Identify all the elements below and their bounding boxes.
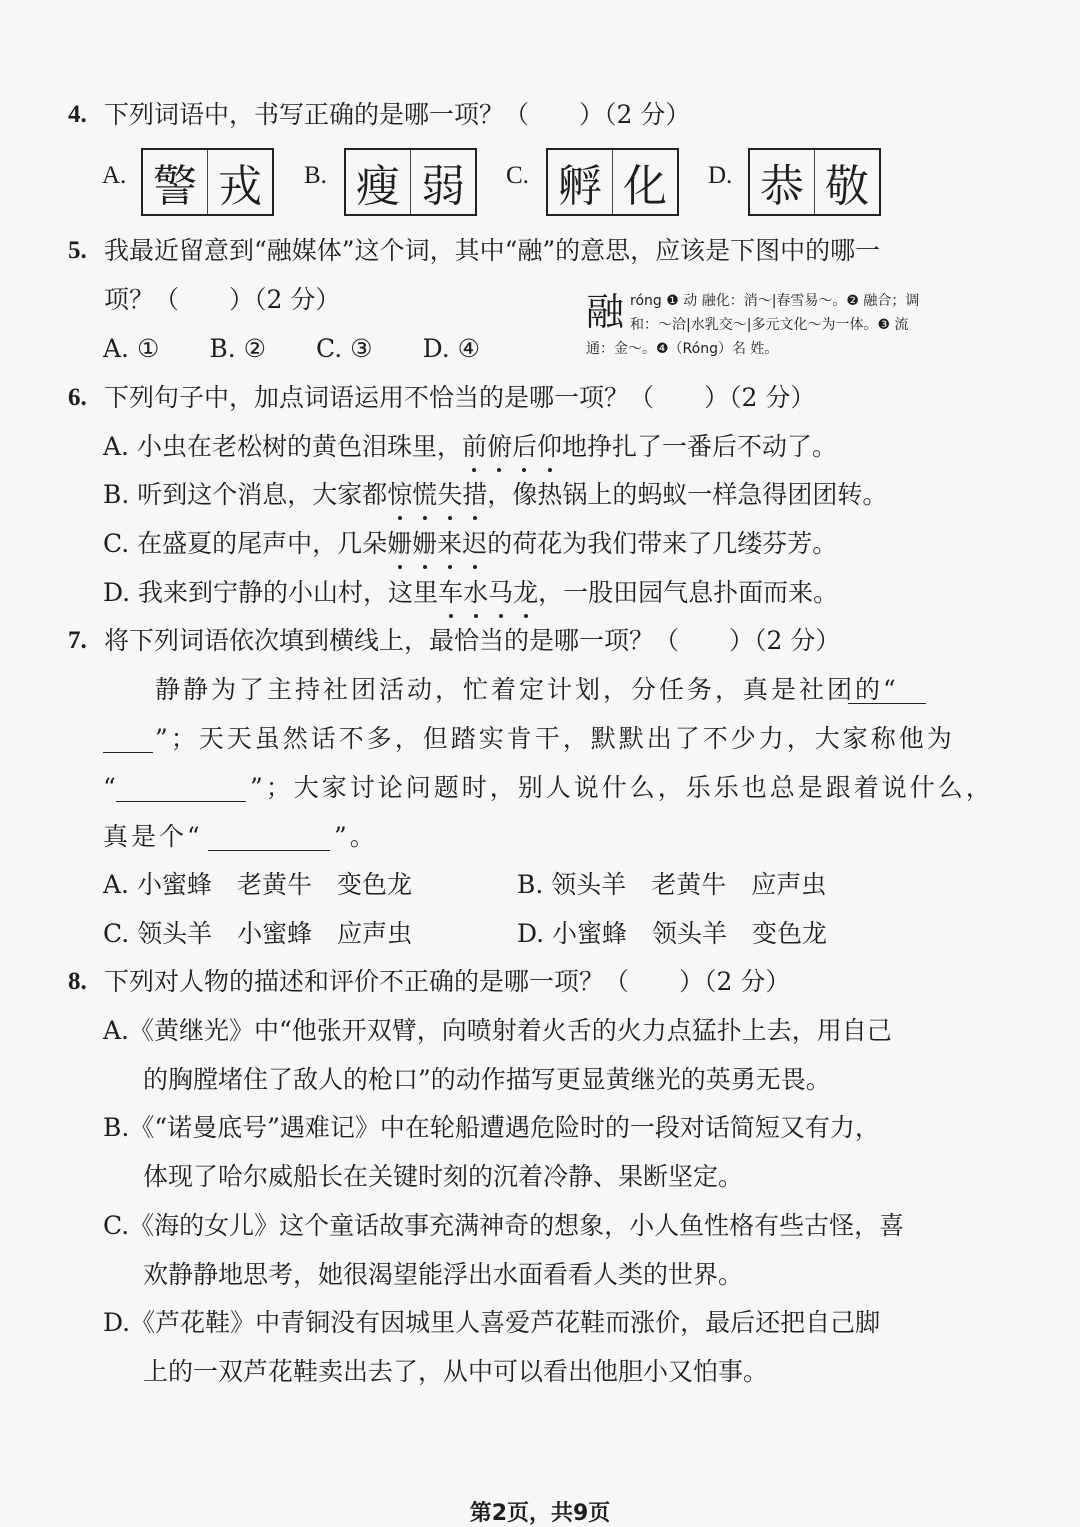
char-cell: 弱 [410, 150, 475, 214]
option-text: C.《海的女儿》这个童话故事充满神奇的想象，小人鱼性格有些古怪，喜 [103, 1211, 905, 1240]
option-list: A. ① B. ② C. ③ D. ④ [103, 334, 481, 363]
option-text: 体现了哈尔威船长在关键时刻的沉着冷静、果断坚定。 [143, 1162, 744, 1191]
option-text: C. 在盛夏的尾声中，几朵 [103, 529, 388, 558]
option-text: B. 领头羊 老黄牛 应声虫 [517, 870, 827, 899]
dictionary-definition: róng ❶ 动 融化：消～|春雪易～。❷ 融合；调和：～洽|水乳交～|多元文化～为一体。❸ 流通：金～。❹（Róng）名 姓。 [586, 293, 920, 357]
option-a-box [141, 148, 274, 216]
option-label: B. [304, 162, 327, 189]
question-number: 8. [68, 968, 87, 995]
option-text: D. 小蜜蜂 领头羊 变色龙 [517, 919, 828, 948]
fill-blank-1-cont[interactable] [103, 726, 153, 753]
char-cell: 恭 [760, 161, 804, 212]
dictionary-char: 融 [586, 290, 625, 334]
question-text: 下列词语中，书写正确的是哪一项？（ ）（2 分） [104, 100, 691, 129]
option-c-box [546, 148, 679, 216]
question-text: 我最近留意到“融媒体”这个词，其中“融”的意思，应该是下图中的哪一 [104, 236, 881, 265]
question-number: 4. [68, 101, 87, 128]
char-cell: 戎 [207, 150, 272, 214]
question-number: 5. [68, 237, 87, 264]
option-text: D.《芦花鞋》中青铜没有因城里人喜爱芦花鞋而涨价，最后还把自己脚 [103, 1308, 881, 1337]
option-text: 上的一双芦花鞋卖出去了，从中可以看出他胆小又怕事。 [143, 1357, 769, 1386]
option-text: A. 小蜜蜂 老黄牛 变色龙 [103, 870, 412, 899]
option-text: 的荷花为我们带来了几缕芬芳。 [487, 529, 838, 558]
question-text: 下列句子中，加点词语运用不恰当的是哪一项？（ ）（2 分） [104, 383, 816, 412]
option-text: ，像热锅上的蚂蚁一样急得团团转。 [487, 480, 888, 509]
page-footer: 第2页，共9页 [469, 1501, 611, 1526]
dotted-word: 前俯后仰 [462, 432, 562, 461]
option-text: 地挣扎了一番后不动了。 [562, 432, 838, 461]
passage-text: ”；大家讨论问题时，别人说什么，乐乐也总是跟着说什么， [250, 773, 994, 802]
question-text: 下列对人物的描述和评价不正确的是哪一项？（ ）（2 分） [104, 967, 791, 996]
passage-text: “ [103, 773, 119, 802]
question-text: 将下列词语依次填到横线上，最恰当的是哪一项？（ ）（2 分） [104, 626, 841, 655]
char-cell: 瘦 [356, 161, 400, 212]
passage-text: ”；天天虽然话不多，但踏实肯干，默默出了不少力，大家称他为 [155, 724, 955, 753]
option-text: B. 听到这个消息，大家都 [103, 480, 388, 509]
option-text: 欢静静地思考，她很渴望能浮出水面看看人类的世界。 [143, 1260, 744, 1289]
char-cell: 孵 [558, 161, 602, 212]
option-label: D. [708, 162, 733, 189]
option-text: A. 小虫在老松树的黄色泪珠里， [103, 432, 462, 461]
option-d-box [748, 148, 881, 216]
dotted-word: 惊慌失措 [387, 480, 487, 509]
question-number: 6. [68, 384, 87, 411]
passage-text: 静静为了主持社团活动，忙着定计划，分任务，真是社团的“ [155, 675, 899, 704]
passage-text: ”。 [334, 822, 378, 851]
option-text: B.《“诺曼底号”遇难记》中在轮船遭遇危险时的一段对话简短又有力， [103, 1113, 880, 1142]
option-b-box [344, 148, 477, 216]
option-text: C. 领头羊 小蜜蜂 应声虫 [103, 919, 413, 948]
char-cell: 警 [153, 161, 197, 212]
fill-blank-1[interactable] [848, 677, 926, 704]
question-number: 7. [68, 627, 87, 654]
dotted-word: 车水马龙 [438, 578, 538, 607]
q4-options [0, 148, 1080, 216]
option-text: 的胸膛堵住了敌人的枪口”的动作描写更显黄继光的英勇无畏。 [143, 1065, 831, 1094]
dictionary-entry [586, 289, 926, 361]
option-text: A.《黄继光》中“他张开双臂，向喷射着火舌的火力点猛扑上去，用自己 [103, 1016, 892, 1045]
option-label: C. [506, 162, 529, 189]
passage-text: 真是个“ [103, 822, 203, 851]
char-cell: 化 [612, 150, 677, 214]
question-text: 项？（ ）（2 分） [104, 285, 341, 314]
char-cell: 敬 [814, 150, 879, 214]
option-text: D. 我来到宁静的小山村，这里 [103, 578, 439, 607]
fill-blank-2[interactable] [116, 775, 246, 802]
dotted-word: 姗姗来迟 [387, 529, 487, 558]
fill-blank-3[interactable] [208, 824, 330, 851]
option-label: A. [102, 162, 127, 189]
option-text: ，一股田园气息扑面而来。 [538, 578, 839, 607]
